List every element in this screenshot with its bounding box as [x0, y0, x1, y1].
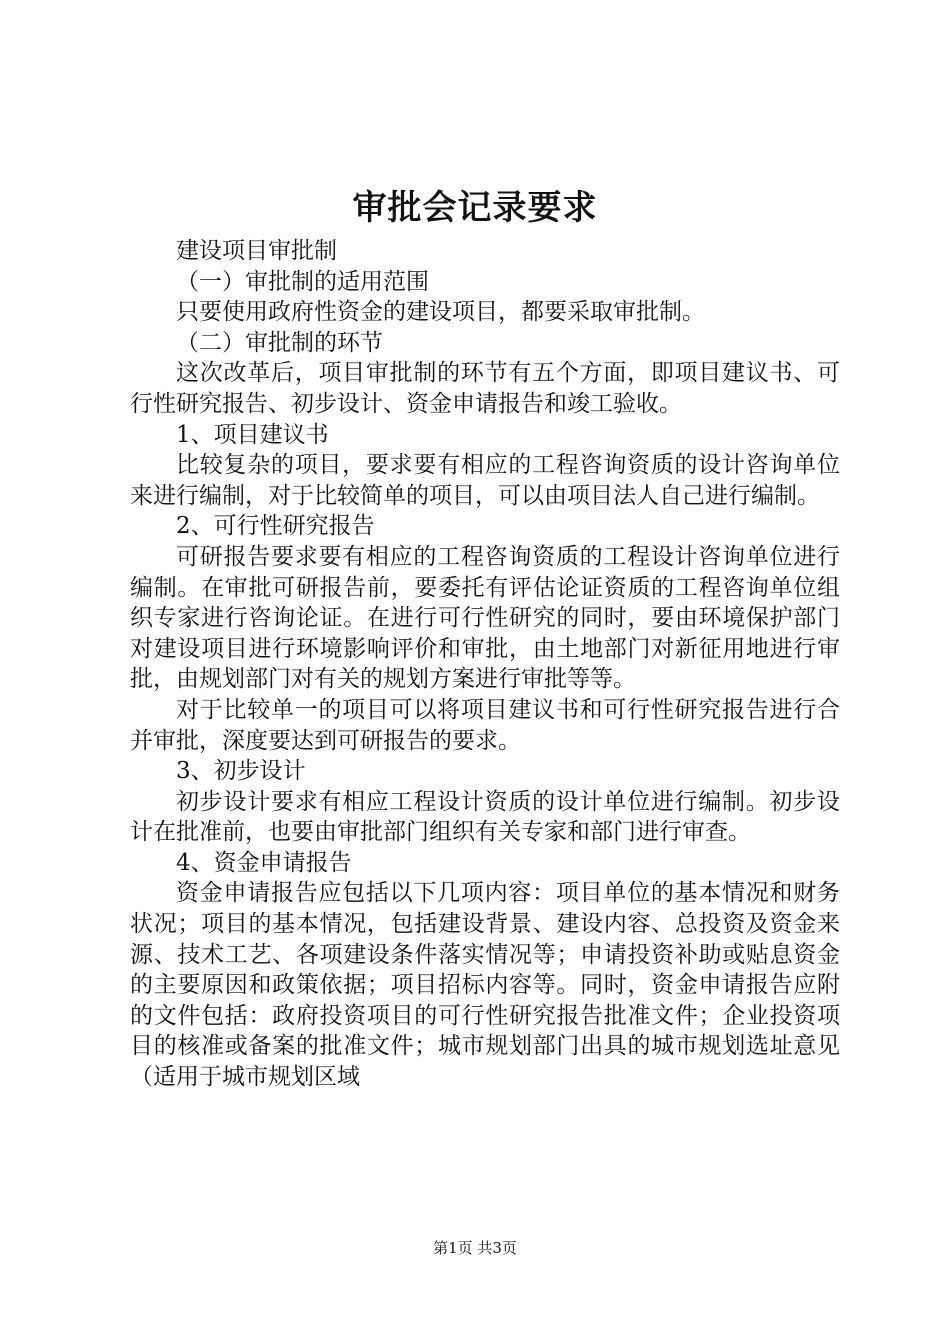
- paragraph: 3、初步设计: [176, 758, 306, 785]
- paragraph: 建设项目审批制: [176, 238, 337, 264]
- paragraph: （二）审批制的环节: [176, 329, 383, 356]
- paragraph: 1、项目建议书: [176, 421, 329, 448]
- paragraph: 4、资金申请报告: [176, 849, 352, 876]
- paragraph: （一）审批制的适用范围: [176, 268, 429, 295]
- paragraph: 这次改革后，项目审批制的环节有五个方面，即项目建议书、可行性研究报告、初步设计、资金申请报告和竣工验收。: [130, 360, 840, 417]
- paragraph: 对于比较单一的项目可以将项目建议书和可行性研究报告进行合并审批，深度要达到可研报告的要求。: [130, 696, 840, 754]
- paragraph: 只要使用政府性资金的建设项目，都要采取审批制。: [176, 299, 705, 326]
- paragraph: 资金申请报告应包括以下几项内容：项目单位的基本情况和财务状况；项目的基本情况，包括建设背景、建设内容、总投资及资金来源、技术工艺、各项建设条件落实情况等；申请投资补助或贴息资金的主要原因和政策依据；项目招标内容等。同时，资金申请报告应附的文件包括：政府投资项目的可行性研究报告批准文件；企业投资项目的核准或备案的批准文件；城市规划部门出具的城市规划选址意见（适用于城市规划区域: [130, 880, 840, 1091]
- paragraph: 2、可行性研究报告: [176, 513, 375, 540]
- paragraph: 初步设计要求有相应工程设计资质的设计单位进行编制。初步设计在批准前，也要由审批部门组织有关专家和部门进行审查。: [130, 788, 840, 846]
- paragraph: 比较复杂的项目，要求要有相应的工程咨询资质的设计咨询单位来进行编制，对于比较简单的项目，可以由项目法人自己进行编制。: [130, 452, 840, 509]
- paragraph: 可研报告要求要有相应的工程咨询资质的工程设计咨询单位进行编制。在审批可研报告前，要委托有评估论证资质的工程咨询单位组织专家进行咨询论证。在进行可行性研究的同时，要由环境保护部门对建设项目进行环境影响评价和审批，由土地部门对新征用地进行审批，由规划部门对有关的规划方案进行审批等等。: [130, 543, 840, 693]
- document-title: 审批会记录要求: [352, 188, 598, 228]
- document-body: [130, 236, 840, 1093]
- page-footer: 第1页 共3页: [433, 1239, 517, 1257]
